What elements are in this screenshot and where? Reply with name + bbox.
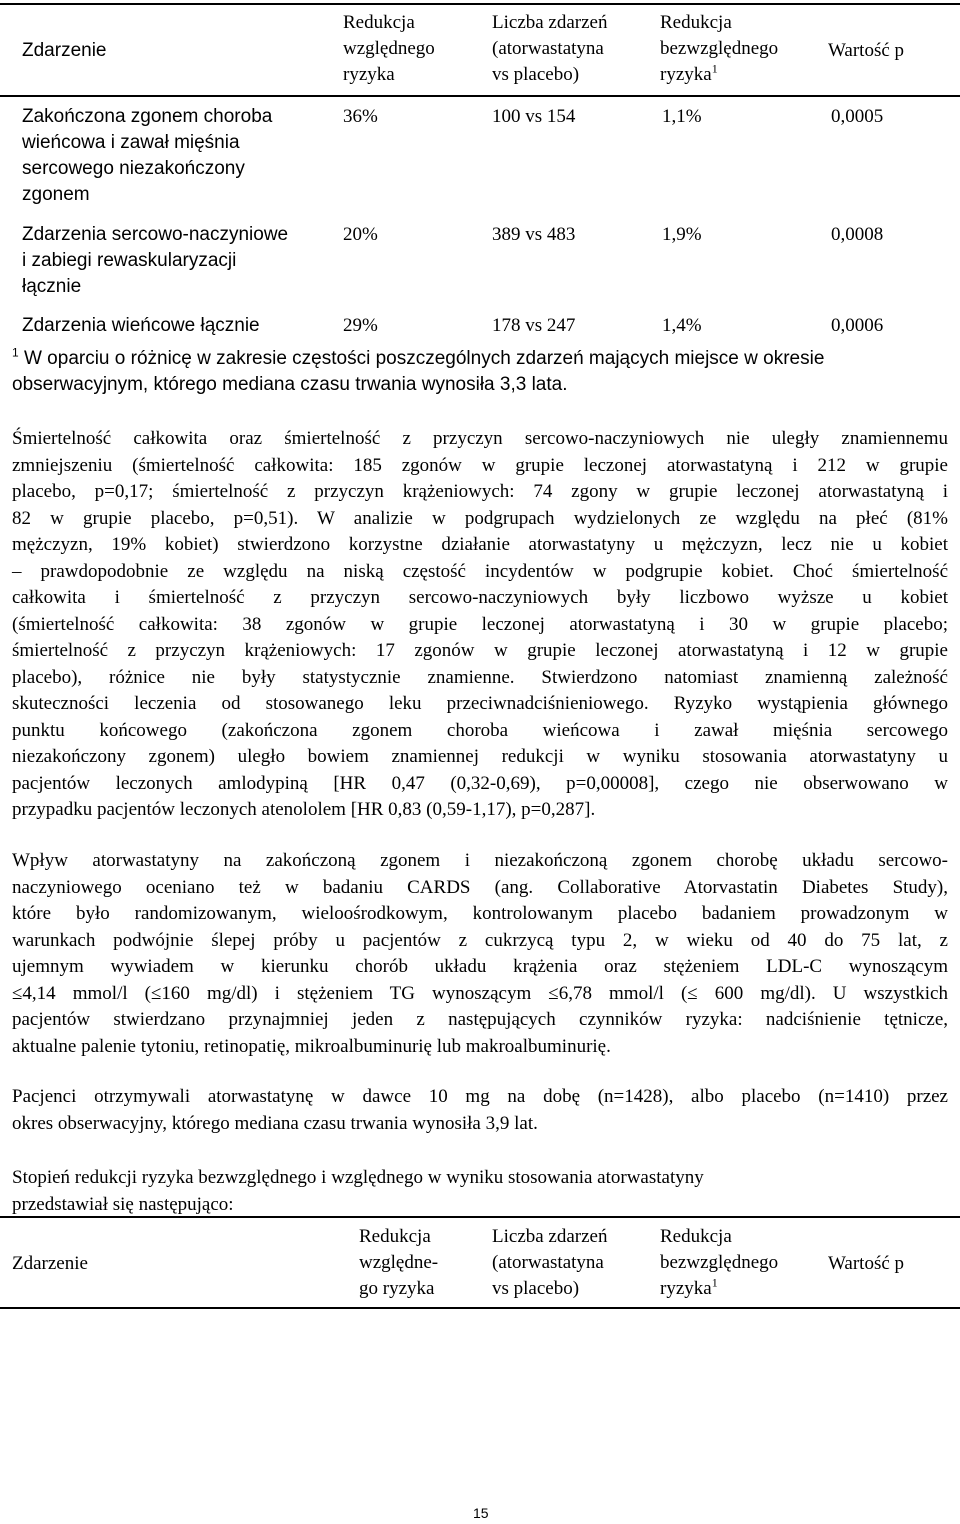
table-row-2-rrr: 20%: [343, 224, 378, 245]
header-events: Liczba zdarzeń (atorwastatyna vs placebo): [492, 12, 608, 85]
table-row-1-p: 0,0005: [831, 106, 884, 127]
table-row-1-rrr: 36%: [343, 106, 378, 127]
table-row-2-arr: 1,9%: [662, 224, 702, 245]
paragraph-cards-study: Wpływ atorwastatyny na zakończoną zgonem i niezakończoną zgonem chorobę układu sercowo- naczyniowego oceniano też w badaniu CARDS (ang. Collaborative Atorvastatin Diabetes Study), które było randomizowanym, wieloośrodkowym, kontrolowanym placebo badaniem prowadzonym w warunkach podwójnie ślepej próby u pacjentów z cukrzycą typu 2, w wieku od 40 do 75 lat, z ujemnym wywiadem w kierunku chorób układu krążenia oraz stężeniem LDL-C wynoszącym ≤4,14 mmol/l (≤160 mg/dl) i stężeniem TG wynoszącym ≤6,78 mmol/l (≤ 600 mg/dl). U wszystkich pacjentów stwierdzano przynajmniej jeden z następujących czynników ryzyka: nadciśnienie tętnicze, aktualne palenie tytoniu, retinopatię, mikroalbuminurię lub makroalbuminurię.: [12, 850, 948, 1057]
table-row-1-event: Zakończona zgonem choroba wieńcowa i zawał mięśnia sercowego niezakończony zgonem: [22, 106, 273, 205]
table-1-top-rule: [0, 3, 960, 5]
table-1-footnote: $^1$ W oparciu o różnicę w zakresie częstości poszczególnych zdarzeń mających miejsce w okresie obserwacyjnym, którego mediana czasu trwania wynosiła 3,3 lata.: [12, 345, 825, 395]
table-row-2-event: Zdarzenia sercowo-naczyniowe i zabiegi rewaskularyzacji łącznie: [22, 224, 289, 297]
table-row-3-events: 178 vs 247: [492, 315, 576, 336]
page-number: 15: [473, 1505, 489, 1521]
table-row-1-arr: 1,1%: [662, 106, 702, 127]
table-row-1-events: 100 vs 154: [492, 106, 576, 127]
paragraph-dosing: Pacjenci otrzymywali atorwastatynę w dawce 10 mg na dobę (n=1428), albo placebo (n=1410) przez okres obserwacyjny, którego mediana czasu trwania wynosiła 3,9 lat.: [12, 1086, 948, 1134]
header-p-value: Wartość p: [828, 40, 905, 61]
paragraph-mortality: Śmiertelność całkowita oraz śmiertelność z przyczyn sercowo-naczyniowych nie uległy znamiennemu zmniejszeniu (śmiertelność całkowita: 185 zgonów w grupie leczonej atorwastatyną i 212 w grupie placebo, p=0,17; śmiertelność z przyczyn krążeniowych: 74 zgony w grupie leczonej atorwastatyną i 82 w grupie placebo, p=0,51). W analizie w podgrupach wydzielonych ze względu na płeć (81% mężczyzn, 19% kobiet) stwierdzono korzystne działanie atorwastatyny u mężczyzn, lecz nie u kobiet – prawdopodobnie ze względu na niską częstość incydentów w podgrupie kobiet. Choć śmiertelność całkowita i śmiertelność z przyczyn sercowo-naczyniowych były liczbowo wyższe u kobiet (śmiertelność całkowita: 38 zgonów w grupie leczonej atorwastatyną i 30 w grupie placebo; śmiertelność z przyczyn krążeniowych: 17 zgonów w grupie leczonej atorwastatyną i 12 w grupie placebo), różnice nie były statystycznie znamienne. Stwierdzono natomiast znamienną zależność skuteczności leczenia od stosowanego leku przeciwnadciśnieniowego. Ryzyko wystąpienia głównego punktu końcowego (zakończona zgonem choroba wieńcowa i zawał mięśnia sercowego niezakończony zgonem) uległo bowiem znamiennej redukcji w wyniku stosowania atorwastatyny u pacjentów leczonych amlodypiną [HR 0,47 (0,32-0,69), p=0,00008], czego nie obserwowano w przypadku pacjentów leczonych atenololem [HR 0,83 (0,59-1,17), p=0,287].: [12, 428, 948, 820]
table-2-header-rule: [0, 1307, 960, 1309]
header-event: Zdarzenie: [22, 40, 107, 61]
table-row-3-arr: 1,4%: [662, 315, 702, 336]
table-2-top-rule: [0, 1216, 960, 1218]
header-rrr: Redukcja względnego ryzyka: [343, 12, 435, 85]
table-2-header-rrr: Redukcja względne- go ryzyka: [359, 1226, 439, 1299]
table-2-header-p-value: Wartość p: [828, 1253, 905, 1274]
header-arr: Redukcja bezwzględnego ryzyka$^1$: [660, 12, 779, 85]
table-row-3-p: 0,0006: [831, 315, 884, 336]
table-2-header-event: Zdarzenie: [12, 1253, 88, 1274]
table-2-header-arr: Redukcja bezwzględnego ryzyka$^1$: [660, 1226, 779, 1299]
table-2-header-events: Liczba zdarzeń (atorwastatyna vs placebo): [492, 1226, 608, 1299]
table-row-3-rrr: 29%: [343, 315, 378, 336]
table-row-2-events: 389 vs 483: [492, 224, 576, 245]
table-row-3-event: Zdarzenia wieńcowe łącznie: [22, 315, 260, 336]
paragraph-risk-intro: Stopień redukcji ryzyka bezwzględnego i względnego w wyniku stosowania atorwastatyny przedstawiał się następująco:: [12, 1167, 704, 1215]
table-row-2-p: 0,0008: [831, 224, 884, 245]
table-1-header-rule: [0, 95, 960, 97]
